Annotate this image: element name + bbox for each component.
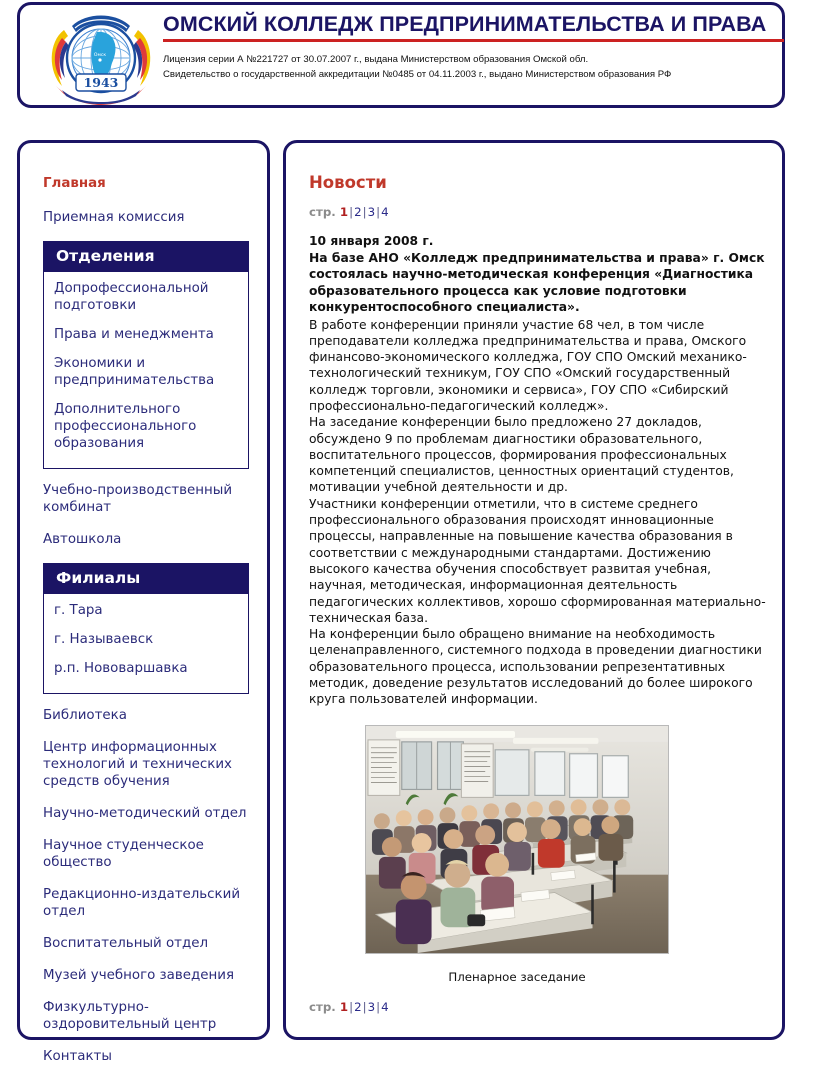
sidebar-item-library[interactable]: Библиотека [43,708,127,723]
header-text-block [163,11,774,82]
pagination-bottom [309,1000,768,1014]
sidebar-item-admissions[interactable]: Приемная комиссия [43,210,185,225]
sidebar-inner [20,143,267,1090]
logo-city-label: Омск [93,53,107,58]
pagination-bottom-current-page: 1 [339,999,349,1014]
pagination-bottom-separator-3: | [376,999,381,1014]
news-paragraph-1: В работе конференции приняли участие 68 чел, в том числе преподаватели колледжа предпринимательства и права, Омского финансово-экономического колледжа, ГОУ СПО Омский механико-технологический техникум, ГОУ СПО «Омский государственный колледж торговли, экономики и сервиса», ГОУ СПО «Сибирский профессионально-педагогический колледж». [309,317,747,413]
news-paragraph-4: На конференции было обращено внимание на необходимость целенаправленного, системного подхода в проведении диагностики образовательного процесса, использовании репрезентативных методик, доведение результатов исследований до более широкого круга пользователей информации. [309,627,762,707]
college-emblem-logo [42,8,160,108]
pagination-page-3[interactable]: 3 [367,205,376,219]
main-content-panel [283,140,785,1040]
logo-year-label: 1943 [83,75,119,90]
news-paragraph-2: На заседание конференции было предложено 27 докладов, обсуждено 9 по проблемам диагностики образовательного, воспитательного процессов, формирования профессиональных компетенций специалистов, ценностных ориентаций студентов, мотивации учебной деятельности и др. [309,415,734,495]
news-lead-paragraph: На базе АНО «Колледж предпринимательства и права» г. Омск состоялась научно-методическая конференция «Диагностика образовательного процесса как условие подготовки конкурентоспособного специалиста». [309,250,765,314]
site-header-panel [17,2,785,108]
sidebar-item-contacts[interactable]: Контакты [43,1049,112,1064]
sidebar-group-branches-body [44,594,248,693]
content-inner [286,143,782,1038]
pagination-separator-1: | [349,205,354,219]
sidebar-item-museum[interactable]: Музей учебного заведения [43,968,235,983]
pagination-bottom-label: стр. [309,999,336,1014]
pagination-current-page: 1 [339,205,349,219]
sidebar-group-departments [43,241,249,469]
site-title: ОМСКИЙ КОЛЛЕДЖ ПРЕДПРИНИМАТЕЛЬСТВА И ПРАВА [163,12,767,36]
sidebar-item-educational-work-department[interactable]: Воспитательный отдел [43,936,209,951]
sidebar-item-economics-entrepreneurship[interactable]: Экономики и предпринимательства [54,356,215,388]
pagination-label: стр. [309,205,336,219]
sidebar-item-it-center[interactable]: Центр информационных технологий и технических средств обучения [43,740,232,789]
sidebar-item-preprofessional-training[interactable]: Допрофессиональной подготовки [54,281,209,313]
sidebar-item-branch-tara[interactable]: г. Тара [54,603,103,618]
pagination-bottom-separator-1: | [349,999,354,1014]
sidebar-group-departments-title: Отделения [44,241,248,272]
pagination-top [309,205,768,219]
page-title: Новости [309,173,387,192]
accreditation-line-2: Свидетельство о государственной аккредитации №0485 от 04.11.2003 г., выдано Министерством образования РФ [163,68,672,80]
sidebar-item-branch-nazyvaevsk[interactable]: г. Называевск [54,632,154,647]
conference-photo [365,725,669,954]
sidebar-item-research-methods-department[interactable]: Научно-методический отдел [43,806,247,821]
sidebar-navigation-panel [17,140,270,1064]
pagination-page-4[interactable]: 4 [381,205,389,219]
pagination-bottom-page-2[interactable]: 2 [354,999,362,1014]
sidebar-item-home[interactable]: Главная [43,176,106,191]
news-paragraph-3: Участники конференции отметили, что в системе среднего профессионального образования происходят инновационные процессы, направленные на повышение качества образования в соответствии с международными стандартами. Достижению высокого качества обучения способствует развитая учебная, научная, методическая, информационная деятельность педагогических коллективов, хорошо сформированная материально-техническая база. [309,496,766,625]
sidebar-group-branches-title: Филиалы [44,563,248,594]
title-divider-rule [163,39,784,42]
sidebar-group-departments-body [44,272,248,468]
news-figure [365,725,768,984]
pagination-separator-3: | [376,205,381,219]
license-info-block [163,53,774,82]
sidebar-item-additional-professional-education[interactable]: Дополнительного профессионального образования [54,402,197,451]
pagination-bottom-page-4[interactable]: 4 [381,999,389,1014]
news-date: 10 января 2008 г. [309,234,434,248]
sidebar-item-branch-novovarshavka[interactable]: р.п. Нововаршавка [54,661,188,676]
pagination-bottom-separator-2: | [362,999,367,1014]
sidebar-group-branches [43,563,249,694]
sidebar-item-sports-health-center[interactable]: Физкультурно-оздоровительный центр [43,1000,217,1032]
sidebar-item-editorial-publishing-department[interactable]: Редакционно-издательский отдел [43,887,241,919]
pagination-page-2[interactable]: 2 [354,205,362,219]
sidebar-item-driving-school[interactable]: Автошкола [43,532,122,547]
license-line-1: Лицензия серии А №221727 от 30.07.2007 г., выдана Министерством образования Омской обл. [163,54,589,65]
sidebar-item-law-and-management[interactable]: Права и менеджмента [54,327,214,342]
sidebar-item-training-production-plant[interactable]: Учебно-производственный комбинат [43,483,233,515]
pagination-bottom-page-3[interactable]: 3 [367,999,376,1014]
pagination-separator-2: | [362,205,367,219]
photo-caption: Пленарное заседание [448,969,586,984]
sidebar-item-student-research-society[interactable]: Научное студенческое общество [43,838,204,870]
